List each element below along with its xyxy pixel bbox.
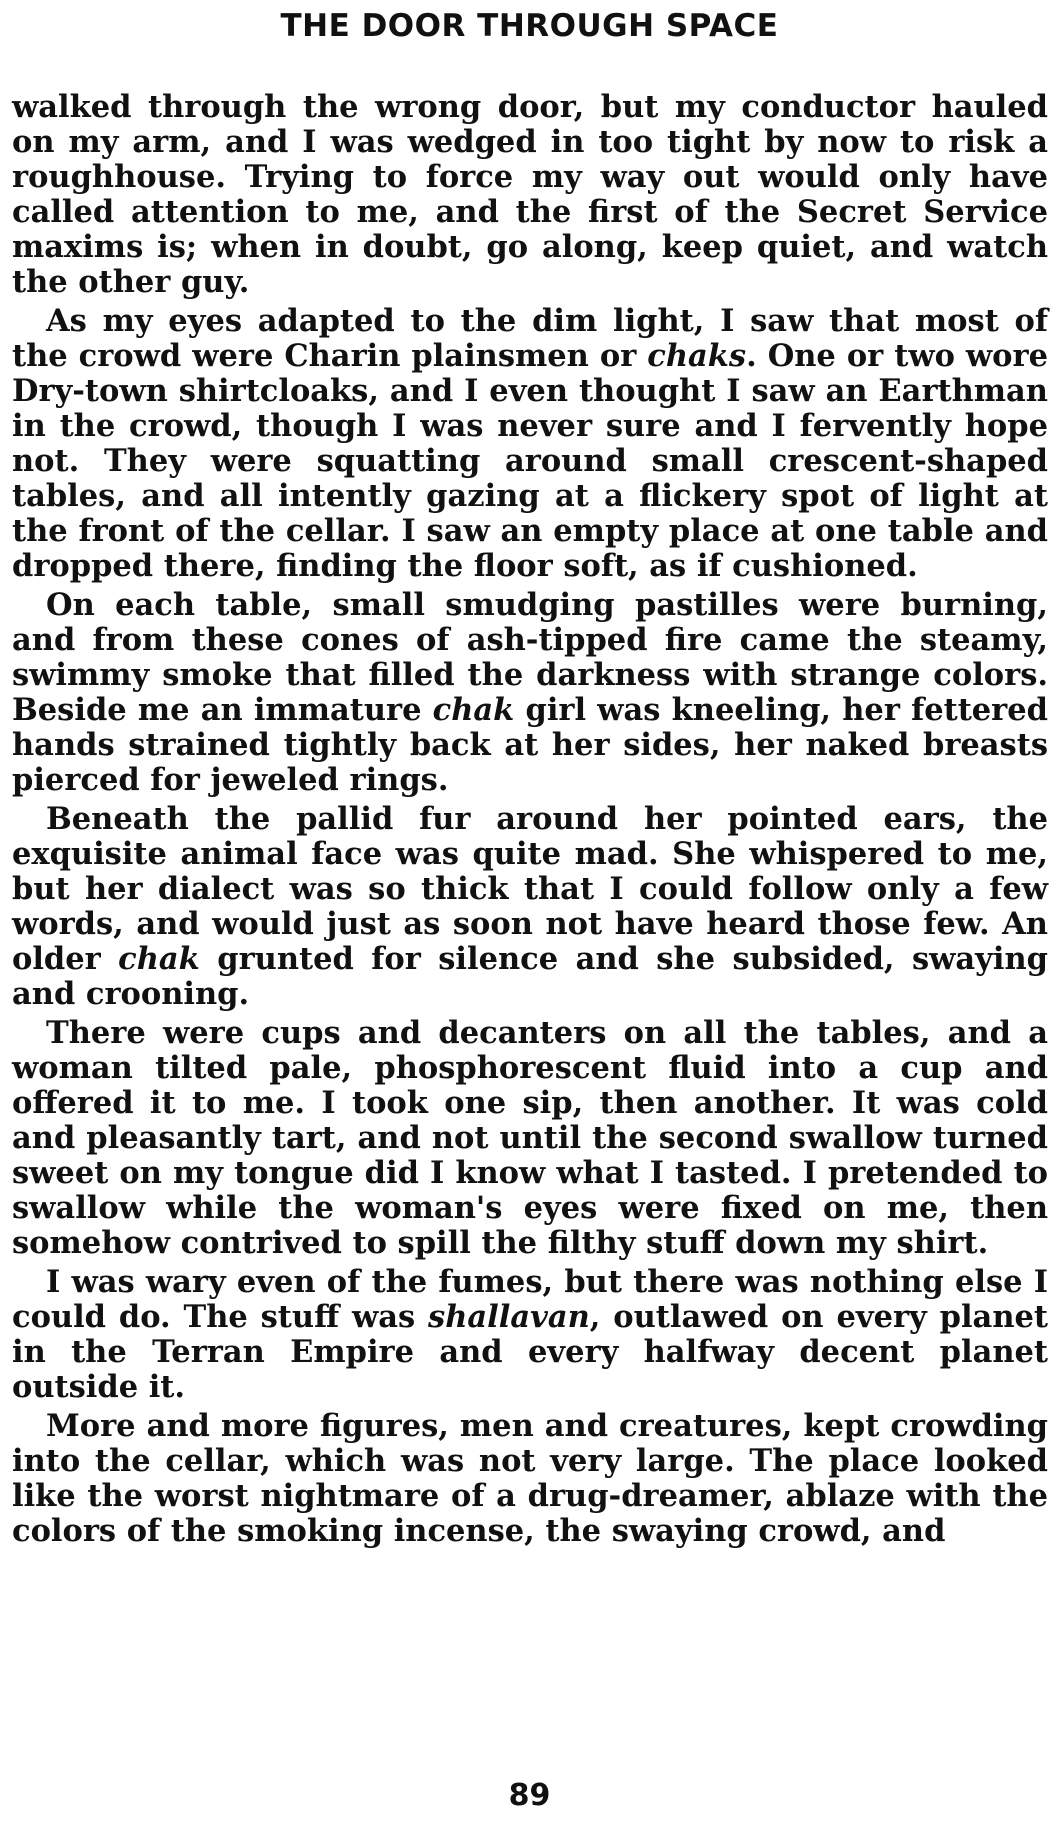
italic-text: chak xyxy=(432,692,515,728)
paragraph xyxy=(12,1016,1048,1261)
page-number: 89 xyxy=(508,1778,551,1813)
text-run: There were cups and decanters on all the tables, and a woman tilted pale, phosphorescent fluid into a cup and offered it to me. I took one sip, then another. It was cold and pleasantly tart, and not until the second swallow turned sweet on my tongue did I know what I tasted. I pretended to swallow while the woman's eyes were fixed on me, then somehow contrived to spill the filthy stuff down my shirt. xyxy=(12,1015,1048,1261)
italic-text: chak xyxy=(118,941,200,977)
text-run: walked through the wrong door, but my conductor hauled on my arm, and I was wedged in too tight by now to risk a roughhouse. Trying to force my way out would only have called attention to me, and the first of the Secret Service maxims is; when in doubt, go along, keep quiet, and watch the other guy. xyxy=(12,89,1048,300)
text-run: On each table, small smudging pastilles were burning, and from these cones of ash-tipped fire came the steamy, swimmy smoke that filled the darkness with strange colors. Beside me an immature xyxy=(12,587,1048,728)
text-run: Beneath the pallid fur around her pointed ears, the exquisite animal face was quite mad. She whispered to me, but her dialect was so thick that I could follow only a few words, and would just as soon not have heard those few. An older xyxy=(12,801,1048,977)
text-run: , outlawed on every planet in the Terran Empire and every halfway decent planet outside it. xyxy=(12,1299,1048,1405)
paragraph xyxy=(12,1265,1048,1405)
paragraph xyxy=(12,802,1048,1012)
text-run: I was wary even of the fumes, but there was nothing else I could do. The stuff was xyxy=(12,1264,1048,1335)
running-head: THE DOOR THROUGH SPACE xyxy=(280,8,779,44)
text-run: As my eyes adapted to the dim light, I saw that most of the crowd were Charin plainsmen or xyxy=(12,303,1048,374)
text-run: . One or two wore Dry-town shirtcloaks, and I even thought I saw an Earthman in the crowd, though I was never sure and I fervently hope not. They were squatting around small crescent-shaped tables, and all intently gazing at a flickery spot of light at the front of the cellar. I saw an empty place at one table and dropped there, finding the floor soft, as if cushioned. xyxy=(12,338,1048,584)
paragraph xyxy=(12,90,1048,300)
paragraph xyxy=(12,304,1048,584)
italic-text: chaks xyxy=(647,338,747,374)
paragraph xyxy=(12,588,1048,798)
paragraph xyxy=(12,1409,1048,1549)
italic-text: shallavan xyxy=(428,1299,590,1335)
text-run: girl was kneeling, her fettered hands strained tightly back at her sides, her naked breasts pierced for jeweled rings. xyxy=(12,692,1048,798)
body-text xyxy=(12,90,1048,1553)
text-run: More and more figures, men and creatures, kept crowding into the cellar, which was not very large. The place looked like the worst nightmare of a drug-dreamer, ablaze with the colors of the smoking incense, the swaying crowd, and xyxy=(12,1408,1048,1549)
text-run: grunted for silence and she subsided, swaying and crooning. xyxy=(12,941,1048,1012)
